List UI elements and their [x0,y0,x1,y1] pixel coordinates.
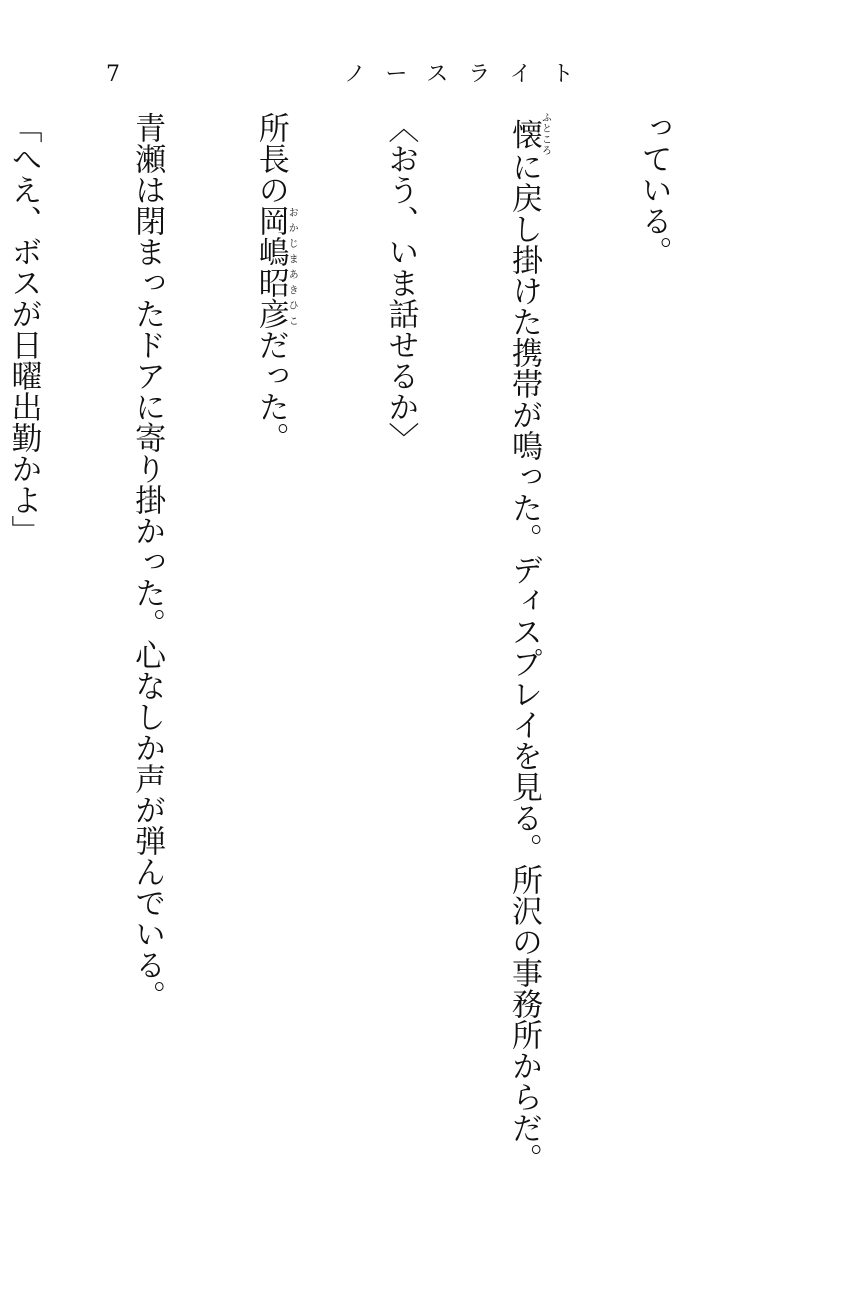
running-title: ノースライト [344,62,594,87]
text-column-5: 青瀬は閉まったドアに寄り掛かった。心なしか声が弾んでいる。 [129,112,166,1011]
novel-body-text [5,112,756,1174]
ruby-okajima: 岡嶋昭彦おかじまあきひこ [252,205,298,329]
ruby-futokoro: 懐ふところ [505,112,551,156]
text-column-3: 〈おう、いま話せるか〉 [382,112,419,453]
text-column-6: 「へえ、ボスが日曜出勤かよ」 [5,112,42,546]
text-column-2: 懐ふところに戻し掛けた携帯が鳴った。ディスプレイを見る。所沢の事務所からだ。 [505,112,551,1174]
text-column-4: 所長の岡嶋昭彦おかじまあきひこだった。 [252,112,298,453]
page-number: 7 [106,62,120,87]
text-column-1: っている。 [635,112,672,267]
